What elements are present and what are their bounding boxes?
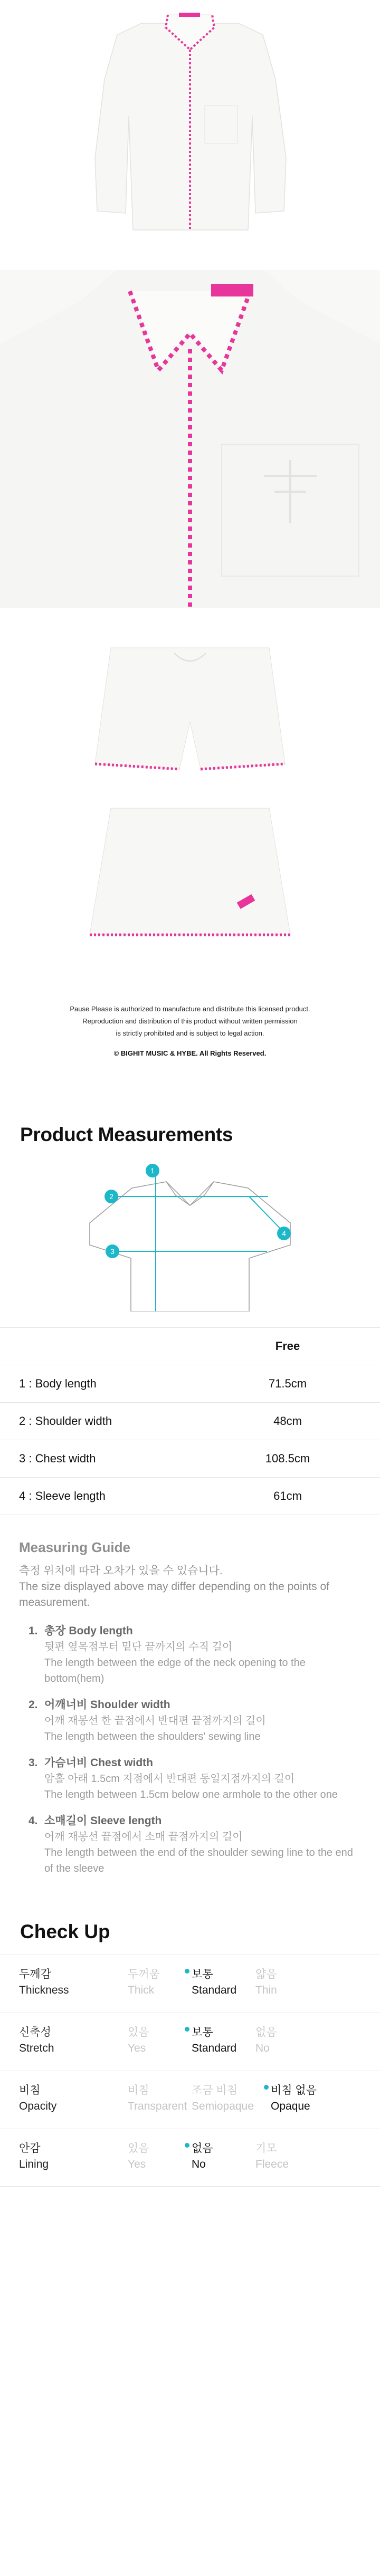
checkup-option: 얇음 Thin: [255, 1968, 277, 1996]
guide-item: 2. 어깨너비 Shoulder width 어깨 재봉선 한 끝점에서 반대편 끝점까지의 길이 The length between the shoulders' sewing line: [28, 1697, 361, 1745]
guide-intro-en: The size displayed above may differ depending on the points of measurement.: [19, 1581, 329, 1608]
notice-line-2: Reproduction and distribution of this product without written permission: [82, 1017, 298, 1025]
shirt-photo: [0, 0, 380, 243]
table-row: [0, 1403, 380, 1440]
guide-item: 1. 총장 Body length 뒷편 옆목점부터 밑단 끝까지의 수직 길이 The length between the edge of the neck opening to the bottom(hem): [28, 1623, 361, 1687]
checkup-option-selected: 비침 없음 Opaque: [271, 2083, 335, 2129]
row-value: 48cm: [195, 1403, 380, 1440]
table-header-row: [0, 1328, 380, 1365]
row-label: 1 : Body length: [0, 1365, 195, 1403]
guide-item-title: 소매길이 Sleeve length: [44, 1815, 162, 1827]
copyright: © BIGHIT MUSIC & HYBE. All Rights Reserved.: [113, 1049, 267, 1057]
guide-item-en: The length between the shoulders' sewing line: [44, 1731, 261, 1742]
marker-2: [104, 1190, 118, 1203]
checkup-title: Check Up: [20, 1921, 110, 1942]
guide-item-ko: 어깨 재봉선 끝점에서 소매 끝점까지의 길이: [44, 1831, 243, 1843]
guide-title: Measuring Guide: [19, 1539, 130, 1555]
measurements-title: Product Measurements: [20, 1124, 233, 1145]
guide-item-ko: 암홀 아래 1.5cm 지점에서 반대편 동일지점까지의 길이: [44, 1773, 295, 1785]
svg-text:3: 3: [110, 1247, 115, 1256]
guide-item-en: The length between the edge of the neck opening to the bottom(hem): [44, 1657, 306, 1684]
guide-item-en: The length between the end of the shoulder sewing line to the end of the sleeve: [44, 1847, 353, 1874]
table-row: [0, 1478, 380, 1515]
guide-list: [19, 1623, 361, 1876]
shirt-detail-photo: [0, 270, 380, 608]
checkup-row-thickness: [0, 1955, 380, 2013]
selected-dot-icon: [264, 2085, 269, 2090]
guide-item-title: 총장 Body length: [44, 1625, 133, 1637]
marker-4: [277, 1227, 291, 1240]
checkup-option: 있음 Yes: [128, 2142, 149, 2170]
svg-text:2: 2: [109, 1192, 113, 1201]
guide-item: 4. 소매길이 Sleeve length 어깨 재봉선 끝점에서 소매 끝점까지의 길이 The length between the end of the shoulder sewing line to the end of the sleeve: [28, 1813, 361, 1876]
row-value: 108.5cm: [195, 1440, 380, 1478]
table-row: [0, 1365, 380, 1403]
selected-dot-icon: [185, 2027, 189, 2032]
guide-item-title: 어깨너비 Shoulder width: [44, 1699, 170, 1711]
checkup-label: 두께감 Thickness: [19, 1968, 69, 1996]
notice-line-1: Pause Please is authorized to manufacture and distribute this licensed product.: [70, 1005, 310, 1013]
checkup-option: 없음 No: [255, 2026, 277, 2054]
checkup-option: 기모 Fleece: [255, 2142, 289, 2170]
license-notice: [0, 1001, 380, 1057]
checkup-option-selected: 없음 No: [192, 2141, 255, 2186]
svg-text:1: 1: [150, 1166, 155, 1175]
checkup-option: 두꺼움 Thick: [128, 1968, 160, 1996]
svg-text:4: 4: [282, 1229, 286, 1238]
shorts-photo: [0, 637, 380, 780]
skirt-photo: [0, 792, 380, 951]
marker-3: [106, 1244, 119, 1258]
checkup-option: 조금 비침 Semiopaque: [192, 2084, 254, 2112]
selected-dot-icon: [185, 1969, 189, 1974]
guide-intro-ko: 측정 위치에 따라 오차가 있을 수 있습니다.: [19, 1565, 223, 1577]
checkup-option: 비침 Transparent: [128, 2084, 187, 2112]
measuring-guide: [0, 1539, 380, 1876]
row-label: 4 : Sleeve length: [0, 1478, 195, 1515]
row-value: 61cm: [195, 1478, 380, 1515]
checkup-option: 있음 Yes: [128, 2026, 149, 2054]
guide-item-title: 가슴너비 Chest width: [44, 1757, 153, 1769]
checkup-label: 비침 Opacity: [19, 2084, 57, 2112]
checkup-option-selected: 보통 Standard: [192, 2025, 255, 2071]
marker-1: [146, 1164, 159, 1177]
checkup-option-selected: 보통 Standard: [192, 1967, 255, 2013]
guide-item-ko: 어깨 재봉선 한 끝점에서 반대편 끝점까지의 길이: [44, 1715, 266, 1727]
selected-dot-icon: [185, 2143, 189, 2148]
checkup-row-opacity: [0, 2071, 380, 2129]
row-value: 71.5cm: [195, 1365, 380, 1403]
table-row: [0, 1440, 380, 1478]
row-label: 2 : Shoulder width: [0, 1403, 195, 1440]
size-column-header: Free: [195, 1328, 380, 1365]
row-label: 3 : Chest width: [0, 1440, 195, 1478]
guide-item-en: The length between 1.5cm below one armhole to the other one: [44, 1789, 338, 1801]
checkup-row-stretch: [0, 2013, 380, 2071]
checkup-table: [0, 1955, 380, 2187]
notice-line-3: is strictly prohibited and is subject to legal action.: [116, 1029, 264, 1037]
guide-item: 3. 가슴너비 Chest width 암홀 아래 1.5cm 지점에서 반대편 동일지점까지의 길이 The length between 1.5cm below one armhole to the other one: [28, 1755, 361, 1803]
measurement-diagram: [0, 1155, 380, 1311]
checkup-row-lining: [0, 2129, 380, 2187]
measurement-table: [0, 1327, 380, 1515]
guide-item-ko: 뒷편 옆목점부터 밑단 끝까지의 수직 길이: [44, 1641, 233, 1653]
checkup-label: 안감 Lining: [19, 2142, 49, 2170]
checkup-label: 신축성 Stretch: [19, 2026, 54, 2054]
